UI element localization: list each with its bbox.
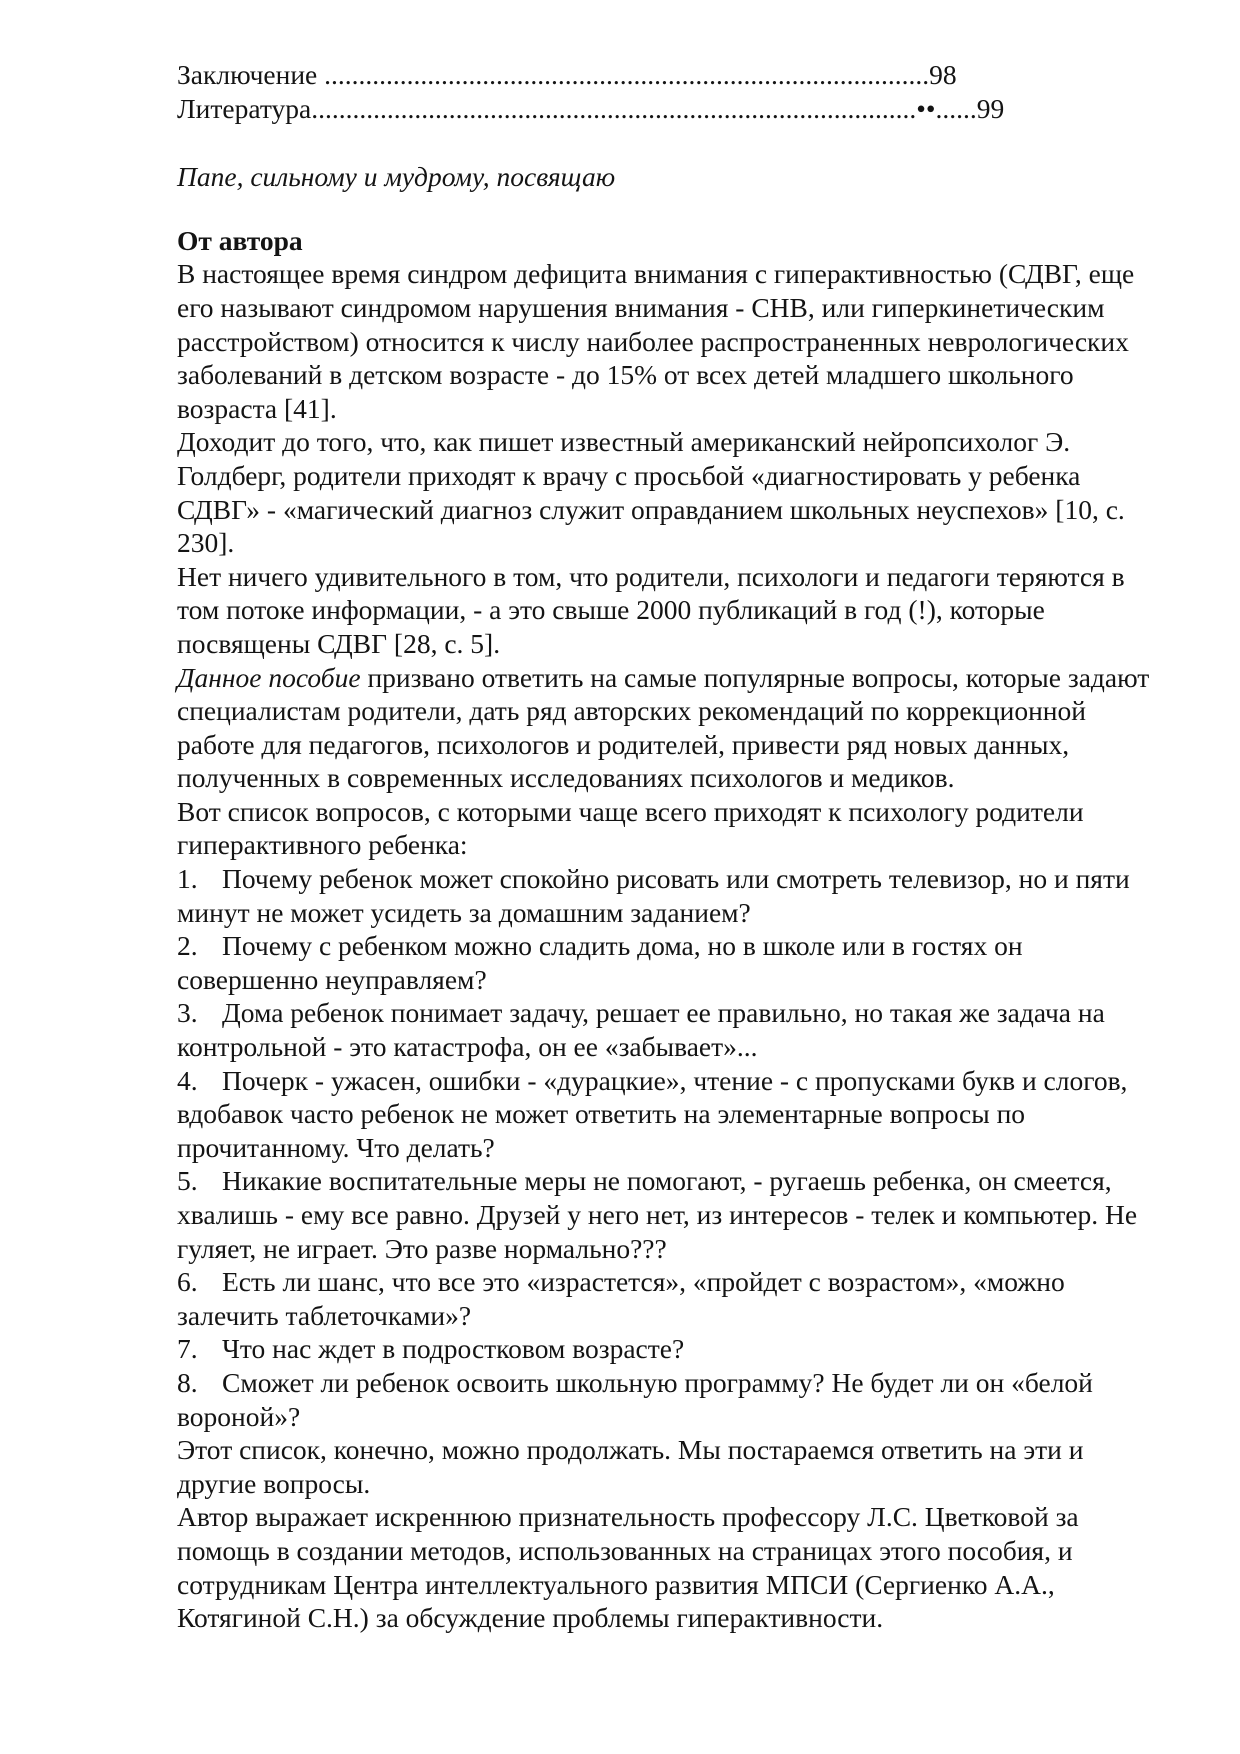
list-number: 8. xyxy=(177,1366,198,1398)
toc-page-number: 99 xyxy=(976,92,1005,124)
list-number: 4. xyxy=(177,1064,198,1096)
list-item xyxy=(177,996,1162,1063)
toc-entry[interactable] xyxy=(177,58,1162,92)
list-item xyxy=(177,1265,1162,1332)
paragraph: Доходит до того, что, как пишет известный американский нейропсихолог Э. Голдберг, родители приходят к врачу с просьбой «диагностировать у ребенка СДВГ» - «магический диагноз служит оправданием школьных неуспехов» [10, с. 230]. xyxy=(177,426,1125,559)
document-page xyxy=(177,58,1162,1635)
list-item-text: Дома ребенок понимает задачу, решает ее правильно, но такая же задача на контрольной - это катастрофа, он ее «забывает»... xyxy=(177,997,1105,1063)
toc-page-number: 98 xyxy=(929,59,957,90)
dedication: Папе, сильному и мудрому, посвящаю xyxy=(177,161,616,193)
toc-entry-label: Заключение xyxy=(177,59,318,90)
list-number: 2. xyxy=(177,930,198,962)
paragraph: Этот список, конечно, можно продолжать. Мы постараемся ответить на эти и другие вопросы. xyxy=(177,1434,1084,1499)
list-item-text: Почему с ребенком можно сладить дома, но в школе или в гостях он совершенно неуправляем? xyxy=(177,930,1023,995)
list-item-text: Есть ли шанс, что все это «израстется», «пройдет с возрастом», «можно залечить таблеточками»? xyxy=(177,1266,1065,1331)
toc-leader-dots: ........................................................................................ xyxy=(317,59,930,90)
list-item-text: Никакие воспитательные меры не помогают, - ругаешь ребенка, он смеется, хвалишь - ему все равно. Друзей у него нет, из интересов - телек и компьютер. Не гуляет, не играет. Это разве нормально??? xyxy=(177,1165,1138,1264)
list-item-text: Сможет ли ребенок освоить школьную программу? Не будет ли он «белой вороной»? xyxy=(177,1366,1093,1432)
list-item-text: Почему ребенок может спокойно рисовать или смотреть телевизор, но и пяти минут не может усидеть за домашним заданием? xyxy=(177,863,1130,928)
list-item xyxy=(177,1332,1162,1366)
list-item xyxy=(177,929,1162,996)
section-title: От автора xyxy=(177,224,303,256)
toc-leader-dots: ........................................................................................••...... xyxy=(311,92,977,124)
toc-entry-label: Литература xyxy=(177,92,312,124)
paragraph-text: призвано ответить на самые популярные вопросы, которые задают специалистам родители, дать ряд авторских рекомендаций по коррекционной работе для педагогов, психологов и родителей, привести ряд новых данных, полученных в современных исследованиях психологов и медиков. xyxy=(177,661,1150,794)
paragraph: Автор выражает искреннюю признательность профессору Л.С. Цветковой за помощь в создании методов, использованных на страницах этого пособия, и сотрудникам Центра интеллектуального развития МПСИ (Сергиенко А.А., Котягиной С.Н.) за обсуждение проблемы гиперактивности. xyxy=(177,1501,1079,1634)
paragraph: Вот список вопросов, с которыми чаще всего приходят к психологу родители гиперактивного ребенка: xyxy=(177,795,1084,861)
list-number: 6. xyxy=(177,1266,198,1298)
list-number: 1. xyxy=(177,863,198,895)
paragraph xyxy=(177,661,1162,795)
list-number: 3. xyxy=(177,997,198,1029)
question-list xyxy=(177,862,1162,1433)
list-item xyxy=(177,1366,1162,1433)
paragraph: В настоящее время синдром дефицита внимания с гиперактивностью (СДВГ, еще его называют синдромом нарушения внимания - СНВ, или гиперкинетическим расстройством) относится к числу наиболее распространенных неврологических заболеваний в детском возрасте - до 15% от всех детей младшего школьного возраста [41]. xyxy=(177,258,1135,424)
list-item xyxy=(177,1164,1162,1265)
list-number: 5. xyxy=(177,1165,198,1197)
emphasis-text: Данное пособие xyxy=(177,661,361,693)
list-item xyxy=(177,1064,1162,1165)
paragraph: Нет ничего удивительного в том, что родители, психологи и педагоги теряются в том потоке информации, - а это свыше 2000 публикаций в год (!), которые посвящены СДВГ [28, с. 5]. xyxy=(177,560,1125,659)
list-item-text: Что нас ждет в подростковом возрасте? xyxy=(222,1333,685,1365)
list-item-text: Почерк - ужасен, ошибки - «дурацкие», чтение - с пропусками букв и слогов, вдобавок часто ребенок не может ответить на элементарные вопросы по прочитанному. Что делать? xyxy=(177,1064,1128,1163)
toc-entry[interactable] xyxy=(177,92,1162,126)
table-of-contents xyxy=(177,58,1162,125)
list-item xyxy=(177,862,1162,929)
list-number: 7. xyxy=(177,1333,198,1365)
